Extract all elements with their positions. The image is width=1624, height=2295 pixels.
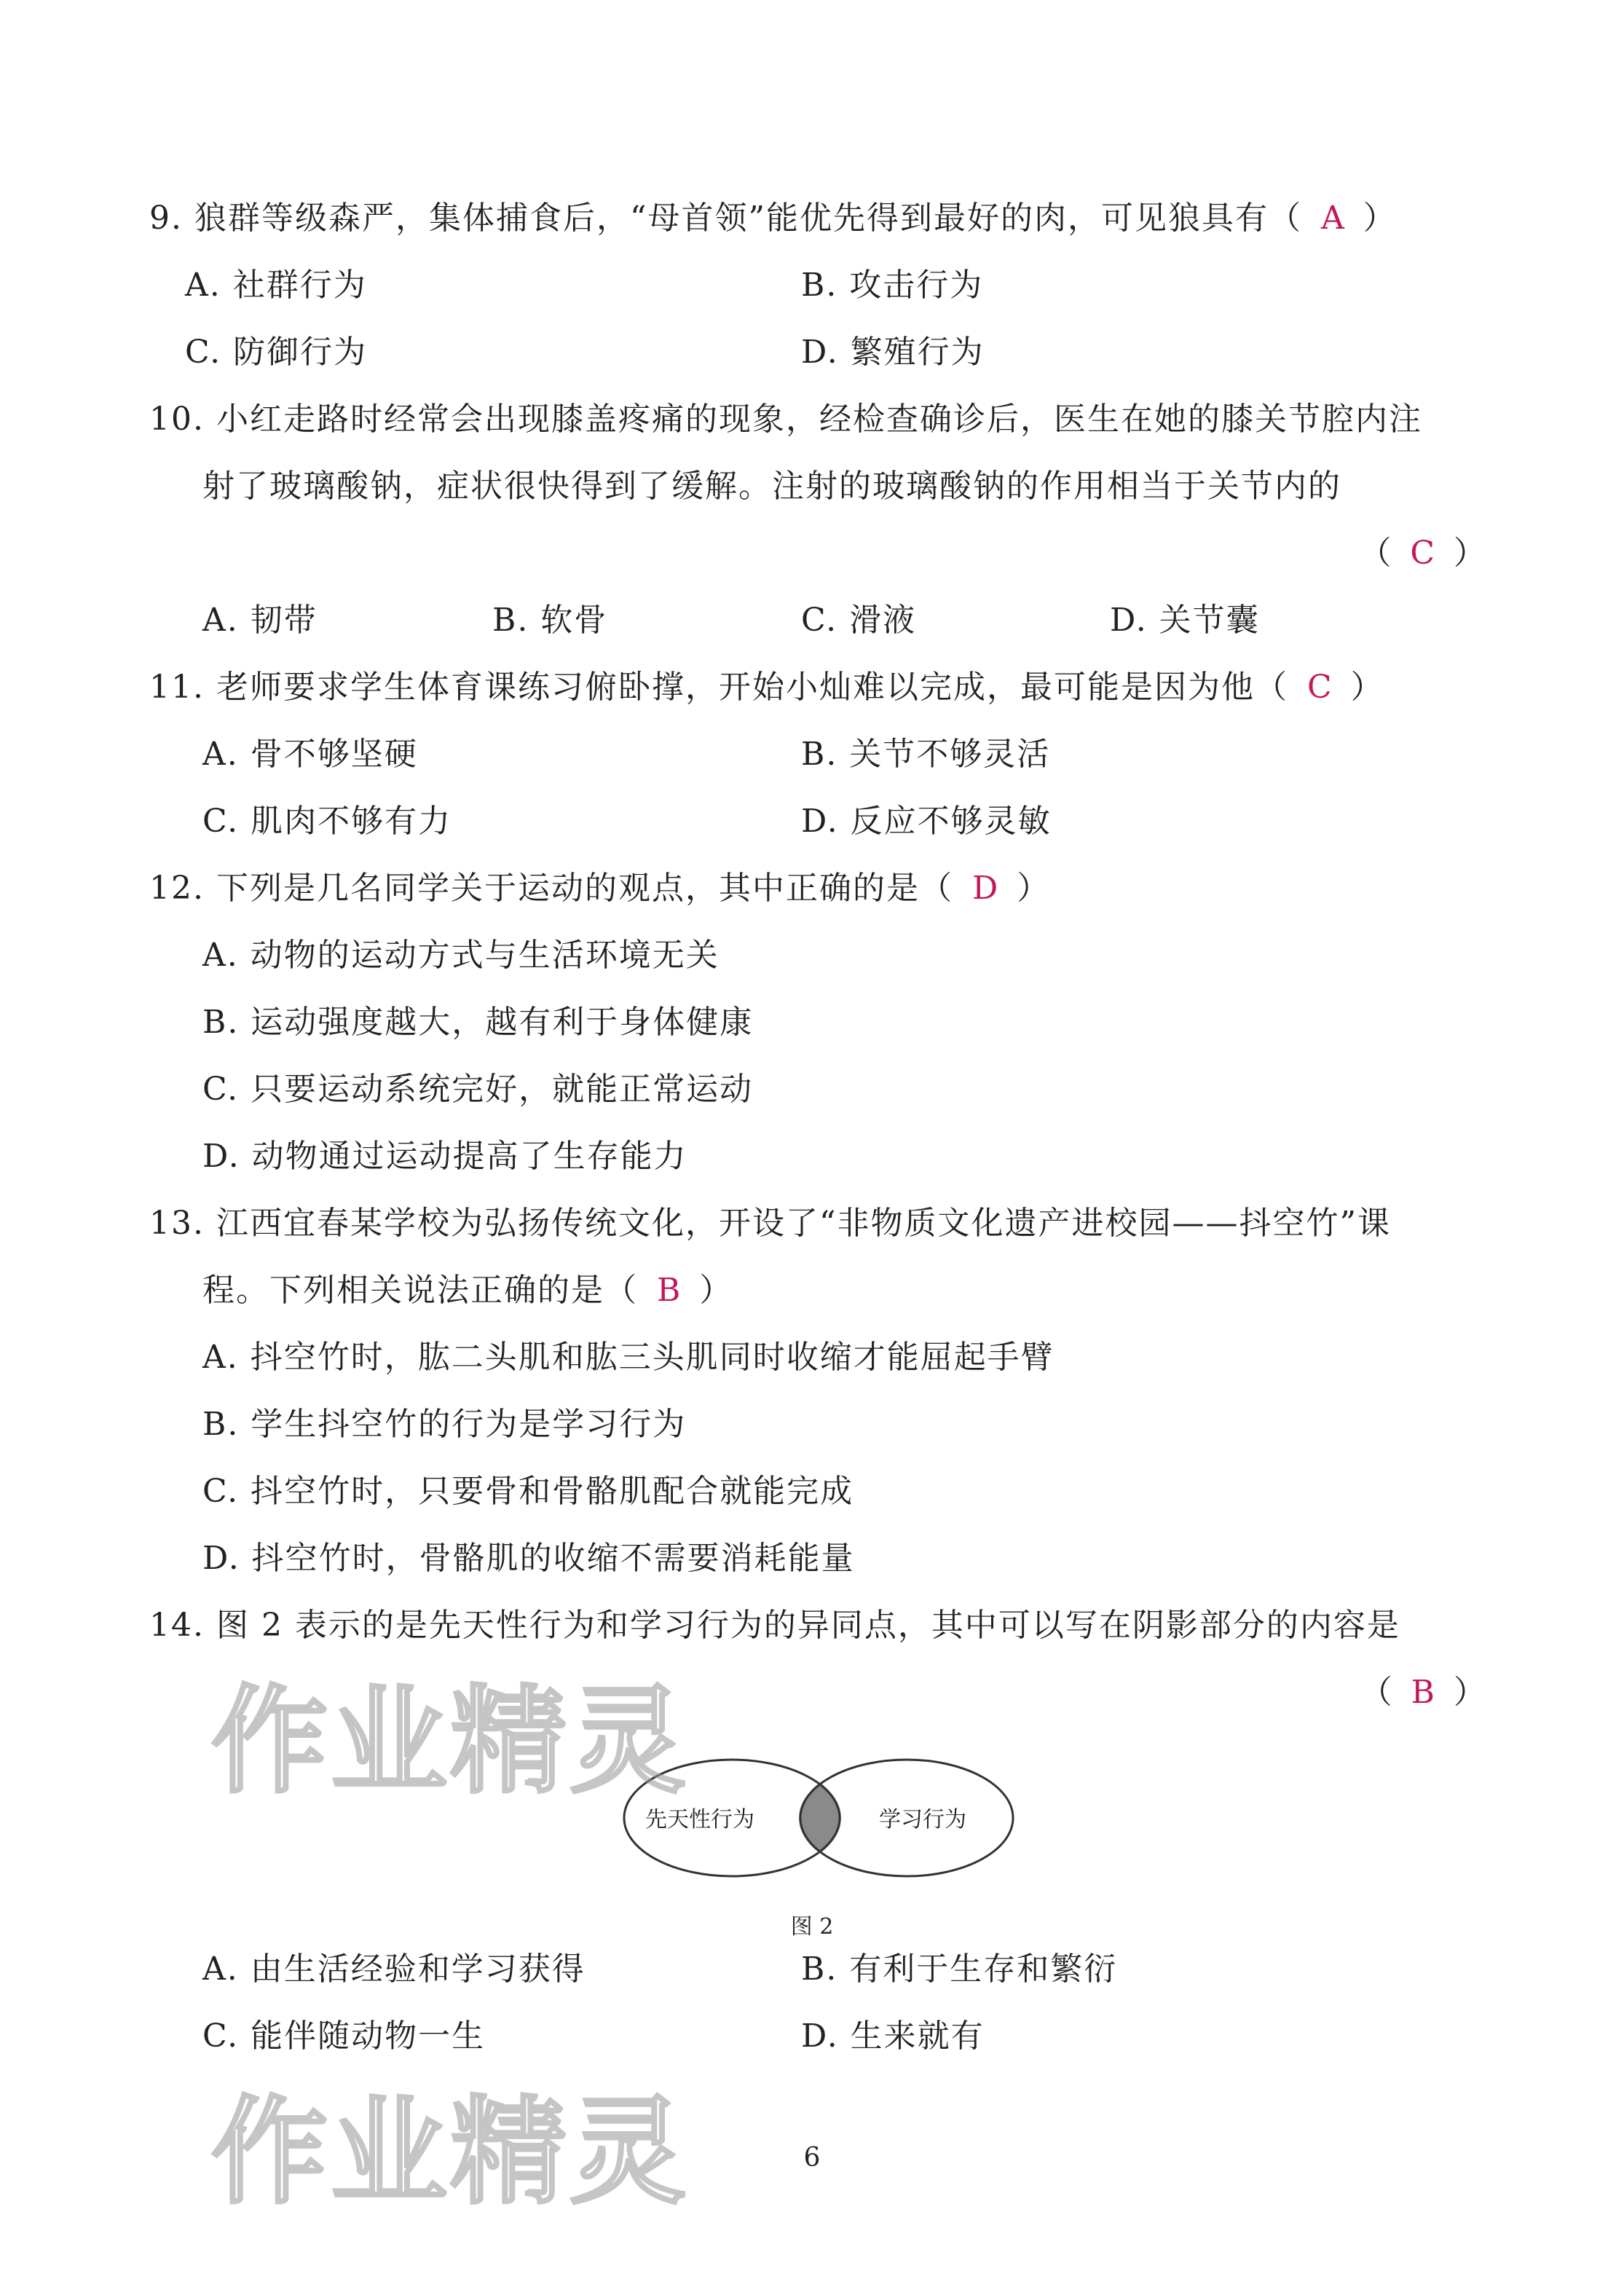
q14-answer: B — [1411, 1674, 1435, 1711]
q11-option-a: A. 骨不够坚硬 — [202, 736, 418, 773]
q14-option-b: B. 有利于生存和繁衍 — [801, 1950, 1118, 1988]
q9-answer: A — [1320, 200, 1344, 237]
q9-option-a: A. 社群行为 — [185, 267, 367, 304]
q14-option-d: D. 生来就有 — [801, 2018, 985, 2055]
q9-option-b: B. 攻击行为 — [801, 267, 984, 304]
q12-stem — [149, 868, 1049, 909]
q11-answer: C — [1306, 669, 1332, 706]
q10-stem-line2: 射了玻璃酸钠，症状很快得到了缓解。注射的玻璃酸钠的作用相当于关节内的 — [202, 468, 1341, 505]
watermark-lower: 作业精灵 — [211, 2084, 690, 2220]
q9-option-c: C. 防御行为 — [185, 334, 368, 371]
q14-stem: 14. 图 2 表示的是先天性行为和学习行为的异同点，其中可以写在阴影部分的内容是 — [149, 1607, 1400, 1644]
q14-open-paren: （ — [1360, 1674, 1392, 1711]
q12-close-paren: ） — [1017, 870, 1049, 907]
q13-option-d: D. 抖空竹时，骨骼肌的收缩不需要消耗能量 — [202, 1540, 855, 1577]
venn-left-label: 先天性行为 — [645, 1807, 754, 1833]
q14-option-c: C. 能伴随动物一生 — [202, 2018, 486, 2055]
q14-close-paren: ） — [1454, 1674, 1486, 1711]
q10-option-c: C. 滑液 — [801, 602, 917, 639]
q10-option-a: A. 韧带 — [202, 602, 318, 639]
q12-option-b: B. 运动强度越大，越有利于身体健康 — [202, 1004, 754, 1041]
q12-option-d: D. 动物通过运动提高了生存能力 — [202, 1138, 687, 1175]
q13-close-paren: ） — [699, 1272, 732, 1309]
venn-right-label: 学习行为 — [879, 1807, 966, 1833]
q12-option-c: C. 只要运动系统完好，就能正常运动 — [202, 1071, 754, 1108]
q13-answer: B — [657, 1272, 681, 1309]
q11-option-d: D. 反应不够灵敏 — [801, 803, 1052, 840]
q9-stem — [149, 198, 1395, 239]
q10-option-b: B. 软骨 — [492, 602, 608, 639]
q11-stem — [149, 667, 1383, 708]
q9-option-d: D. 繁殖行为 — [801, 334, 985, 371]
q10-close-paren: ） — [1454, 535, 1486, 572]
watermark-upper: 作业精灵 — [211, 1673, 690, 1809]
q12-answer: D — [971, 870, 998, 907]
q10-answer: C — [1410, 535, 1435, 572]
q13-option-b: B. 学生抖空竹的行为是学习行为 — [202, 1406, 687, 1443]
q10-option-d: D. 关节囊 — [1110, 602, 1260, 639]
page-number: 6 — [803, 2143, 821, 2173]
q13-option-c: C. 抖空竹时，只要骨和骨骼肌配合就能完成 — [202, 1473, 854, 1510]
q12-stem-text: 12. 下列是几名同学关于运动的观点，其中正确的是（ — [149, 870, 953, 907]
q12-option-a: A. 动物的运动方式与生活环境无关 — [202, 937, 720, 974]
figure-caption: 图 2 — [790, 1914, 834, 1940]
q13-stem-line2 — [202, 1270, 731, 1311]
q13-stem-line2-text: 程。下列相关说法正确的是（ — [202, 1272, 638, 1309]
q9-close-paren: ） — [1363, 200, 1395, 237]
q11-option-c: C. 肌肉不够有力 — [202, 803, 452, 840]
q10-open-paren: （ — [1359, 535, 1392, 572]
q10-answer-paren — [1359, 533, 1486, 574]
q11-option-b: B. 关节不够灵活 — [801, 736, 1051, 773]
q14-answer-paren — [1360, 1672, 1486, 1713]
q13-stem-line1: 13. 江西宜春某学校为弘扬传统文化，开设了“非物质文化遗产进校园——抖空竹”课 — [149, 1205, 1391, 1242]
q13-option-a: A. 抖空竹时，肱二头肌和肱三头肌同时收缩才能屈起手臂 — [202, 1339, 1055, 1376]
q9-stem-text: 9. 狼群等级森严，集体捕食后，“母首领”能优先得到最好的肉，可见狼具有（ — [149, 200, 1302, 237]
q11-stem-text: 11. 老师要求学生体育课练习俯卧撑，开始小灿难以完成，最可能是因为他（ — [149, 669, 1288, 706]
q14-option-a: A. 由生活经验和学习获得 — [202, 1950, 586, 1988]
q10-stem-line1: 10. 小红走路时经常会出现膝盖疼痛的现象，经检查确诊后，医生在她的膝关节腔内注 — [149, 401, 1422, 438]
q11-close-paren: ） — [1350, 669, 1383, 706]
